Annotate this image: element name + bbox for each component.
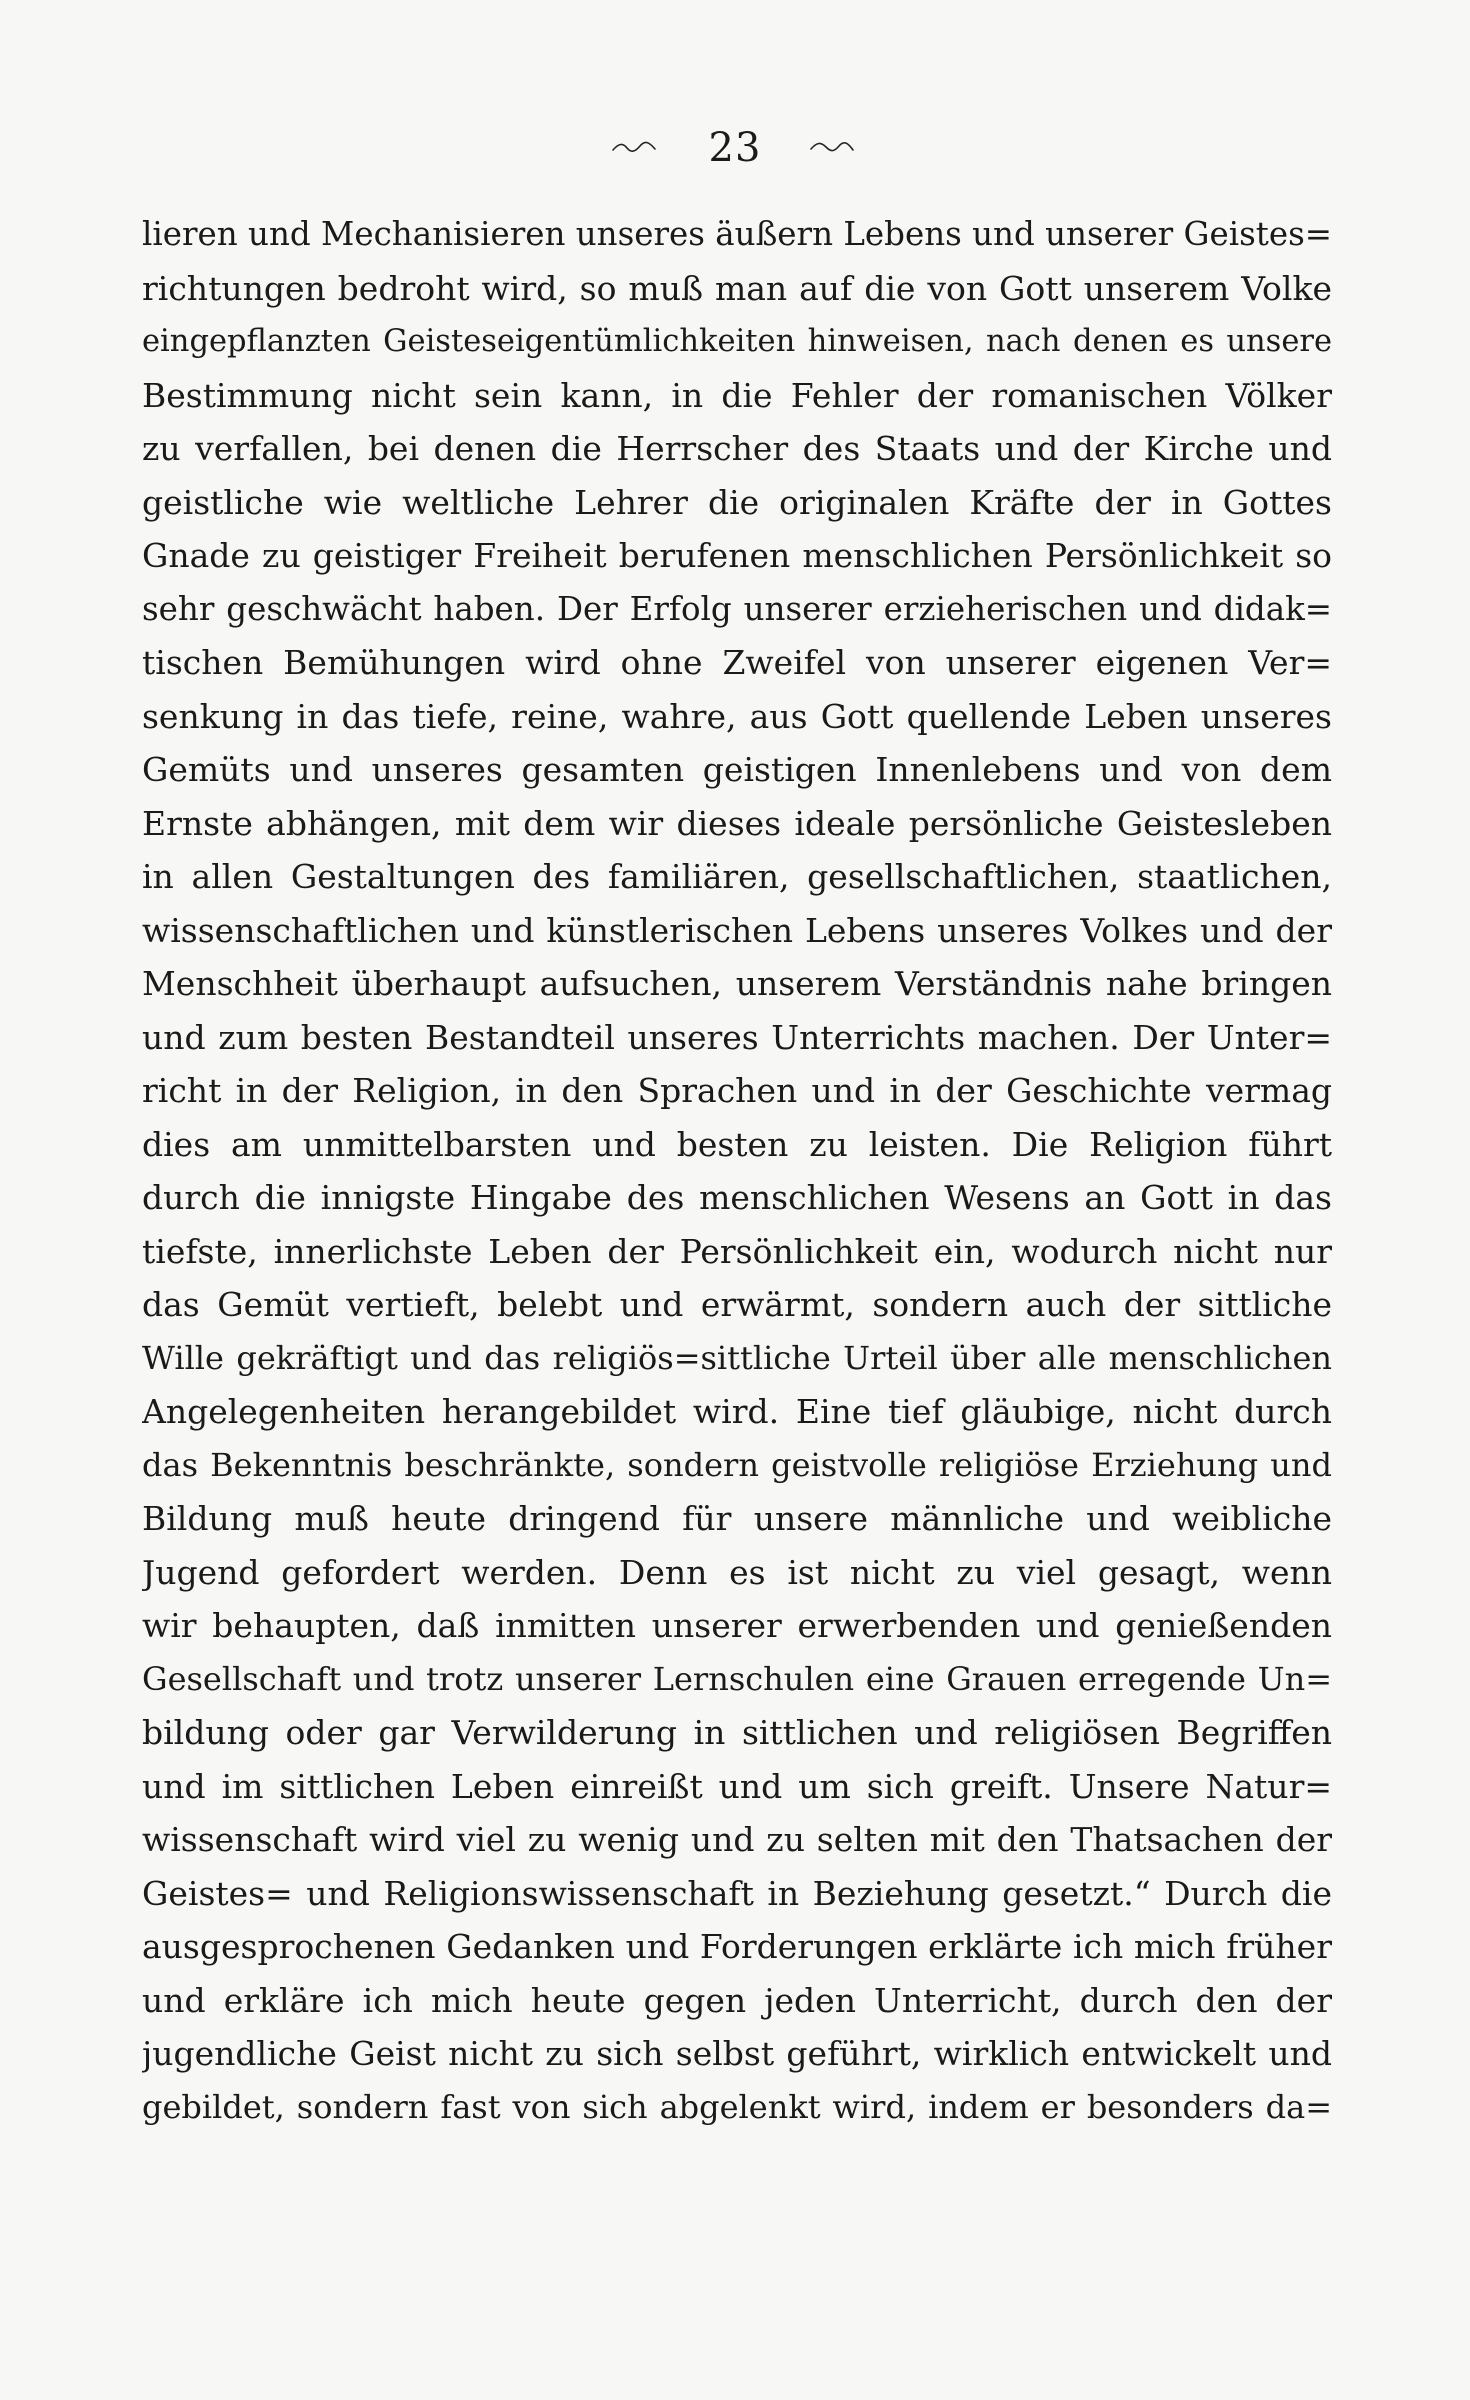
text-line: sehr geschwächt haben. Der Erfolg unserer erzieherischen und didak= — [142, 589, 1332, 628]
text-line: und im sittlichen Leben einreißt und um sich greift. Unsere Natur= — [142, 1766, 1332, 1806]
text-line: jugendliche Geist nicht zu sich selbst geführt, wirklich entwickelt und — [142, 2034, 1332, 2073]
page-number: 23 — [708, 125, 762, 171]
ornament-right-icon — [810, 140, 854, 154]
text-line: richtungen bedroht wird, so muß man auf die von Gott unserem Volke — [142, 268, 1332, 308]
text-line: Gemüts und unseres gesamten geistigen Innenlebens und von dem — [142, 750, 1332, 789]
text-line: Jugend gefordert werden. Denn es ist nicht zu viel gesagt, wenn — [142, 1552, 1332, 1592]
text-line: durch die innigste Hingabe des menschlichen Wesens an Gott in das — [142, 1178, 1332, 1217]
text-line: Geistes= und Religionswissenschaft in Beziehung gesetzt.“ Durch die — [142, 1873, 1332, 1913]
text-line: gebildet, sondern fast von sich abgelenkt wird, indem er besonders da= — [142, 2087, 1332, 2126]
text-line: geistliche wie weltliche Lehrer die originalen Kräfte der in Gottes — [142, 482, 1332, 522]
text-line: richt in der Religion, in den Sprachen und in der Geschichte vermag — [142, 1071, 1332, 1110]
text-line: tischen Bemühungen wird ohne Zweifel von unserer eigenen Ver= — [142, 643, 1332, 682]
text-line: wissenschaftlichen und künstlerischen Lebens unseres Volkes und der — [142, 910, 1332, 950]
text-line: Gnade zu geistiger Freiheit berufenen menschlichen Persönlichkeit so — [142, 536, 1332, 575]
text-line: Wille gekräftigt und das religiös=sittliche Urteil über alle menschlichen — [142, 1338, 1332, 1377]
text-line: wir behaupten, daß inmitten unserer erwerbenden und genießenden — [142, 1606, 1332, 1645]
text-line: eingepflanzten Geisteseigentümlichkeiten hinweisen, nach denen es unsere — [142, 324, 1332, 359]
text-line: lieren und Mechanisieren unseres äußern Lebens und unserer Geistes= — [142, 215, 1332, 253]
text-line: bildung oder gar Verwilderung in sittlichen und religiösen Begriffen — [142, 1713, 1332, 1752]
text-line: tiefste, innerlichste Leben der Persönlichkeit ein, wodurch nicht nur — [142, 1231, 1332, 1271]
text-line: dies am unmittelbarsten und besten zu leisten. Die Religion führt — [142, 1124, 1332, 1164]
text-line: ausgesprochenen Gedanken und Forderungen erklärte ich mich früher — [142, 1927, 1332, 1966]
text-line: Menschheit überhaupt aufsuchen, unserem Verständnis nahe bringen — [142, 964, 1332, 1003]
text-line: Bestimmung nicht sein kann, in die Fehler der romanischen Völker — [142, 375, 1332, 415]
text-line: und erkläre ich mich heute gegen jeden Unterricht, durch den der — [142, 1980, 1332, 2020]
text-line: Angelegenheiten herangebildet wird. Eine tief gläubige, nicht durch — [142, 1392, 1332, 1431]
text-line: Gesellschaft und trotz unserer Lernschulen eine Grauen erregende Un= — [142, 1659, 1332, 1698]
text-line: das Gemüt vertieft, belebt und erwärmt, sondern auch der sittliche — [142, 1285, 1332, 1324]
text-line: wissenschaft wird viel zu wenig und zu selten mit den Thatsachen der — [142, 1820, 1332, 1859]
text-line: das Bekenntnis beschränkte, sondern geistvolle religiöse Erziehung und — [142, 1445, 1332, 1484]
body-text — [142, 208, 1332, 2134]
text-line: in allen Gestaltungen des familiären, gesellschaftlichen, staatlichen, — [142, 857, 1332, 896]
text-line: zu verfallen, bei denen die Herrscher des Staats und der Kirche und — [142, 429, 1332, 468]
text-line: Bildung muß heute dringend für unsere männliche und weibliche — [142, 1499, 1332, 1538]
text-line: Ernste abhängen, mit dem wir dieses ideale persönliche Geistesleben — [142, 803, 1332, 843]
text-line: und zum besten Bestandteil unseres Unterrichts machen. Der Unter= — [142, 1017, 1332, 1057]
text-line: senkung in das tiefe, reine, wahre, aus Gott quellende Leben unseres — [142, 696, 1332, 736]
page-header — [0, 118, 1470, 178]
